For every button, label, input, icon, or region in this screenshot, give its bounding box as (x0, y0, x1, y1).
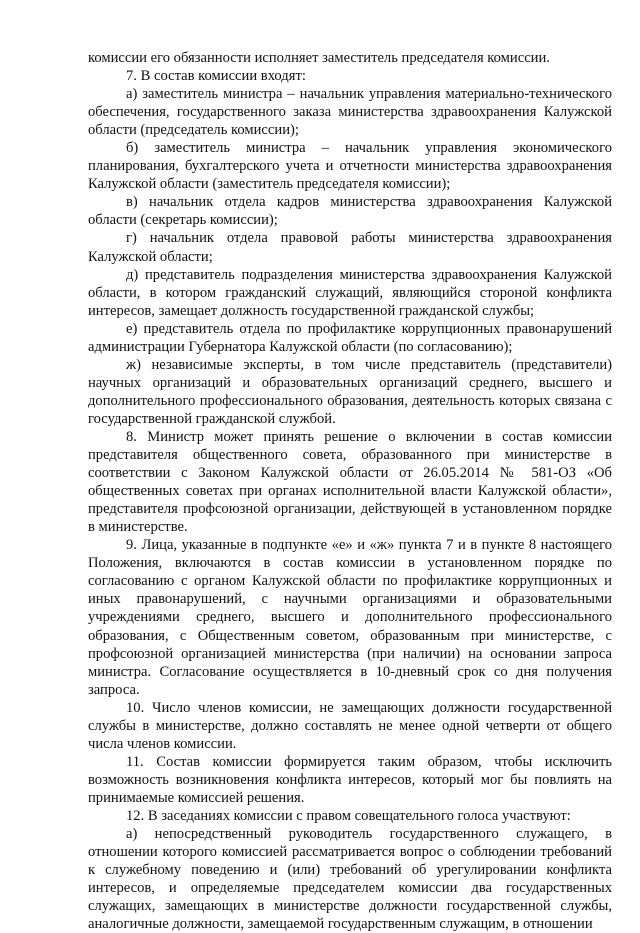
paragraph-item-8: 8. Министр может принять решение о включении в состав комиссии представителя общественного совета, образованного при министерстве в соответствии с Законом Калужской области от 26.05.2014 № 581-ОЗ «Об общественных советах при органах исполнительной власти Калужской области», представителя профсоюзной организации, действующей в установленном порядке в министерстве. (88, 428, 612, 536)
paragraph-item-10: 10. Число членов комиссии, не замещающих должности государственной службы в министерстве, должно составлять не менее одной четверти от общего числа членов комиссии. (88, 699, 612, 752)
paragraph-continuation: комиссии его обязанности исполняет заместитель председателя комиссии. (88, 50, 550, 66)
document-body (88, 49, 612, 933)
paragraph-item-7g: г) начальник отдела правовой работы министерства здравоохранения Калужской области; (88, 230, 612, 265)
paragraph-item-7e: е) представитель отдела по профилактике коррупционных правонарушений администрации Губернатора Калужской области (по согласованию); (88, 320, 612, 355)
paragraph-item-7: 7. В состав комиссии входят: (126, 68, 306, 85)
paragraph-item-7v: в) начальник отдела кадров министерства здравоохранения Калужской области (секретарь комиссии); (88, 194, 612, 229)
paragraph-item-9: 9. Лица, указанные в подпункте «е» и «ж» пункта 7 и в пункте 8 настоящего Положения, включаются в состав комиссии в установленном порядке по согласованию с органом Калужской области по профилактике коррупционных и иных правонарушений, с научными организациями и образовательными учреждениями среднего, высшего и дополнительного профессионального образования, с Общественным советом, образованным при министерстве, с профсоюзной организацией министерства (при наличии) на основании запроса министра. Согласование осуществляется в 10-дневный срок со дня получения запроса. (88, 537, 612, 698)
paragraph-item-12: 12. В заседаниях комиссии с правом совещательного голоса участвуют: (126, 807, 571, 824)
paragraph-item-12a: а) непосредственный руководитель государственного служащего, в отношении которого комиссией рассматривается вопрос о соблюдении требований к служебному поведению и (или) требований об урегулировании конфликта интересов, и определяемые председателем комиссии два государственных служащих, замещающих в министерстве должности государственной службы, аналогичные должности, замещаемой государственным служащим, в отношении (88, 826, 612, 933)
paragraph-item-7d: д) представитель подразделения министерства здравоохранения Калужской области, в котором гражданский служащий, являющийся стороной конфликта интересов, замещает должность государственной гражданской службы; (88, 266, 612, 319)
paragraph-item-11: 11. Состав комиссии формируется таким образом, чтобы исключить возможность возникновения конфликта интересов, который мог бы повлиять на принимаемые комиссией решения. (88, 753, 612, 806)
paragraph-item-7zh: ж) независимые эксперты, в том числе представитель (представители) научных организаций и образовательных организаций среднего, высшего и дополнительного профессионального образования, деятельность которых связана с государственной гражданской службой. (88, 356, 612, 427)
paragraph-item-7b: б) заместитель министра – начальник управления экономического планирования, бухгалтерского учета и отчетности министерства здравоохранения Калужской области (заместитель председателя комиссии); (88, 140, 612, 193)
paragraph-item-7a: а) заместитель министра – начальник управления материально-технического обеспечения, государственного заказа министерства здравоохранения Калужской области (председатель комиссии); (88, 86, 612, 139)
